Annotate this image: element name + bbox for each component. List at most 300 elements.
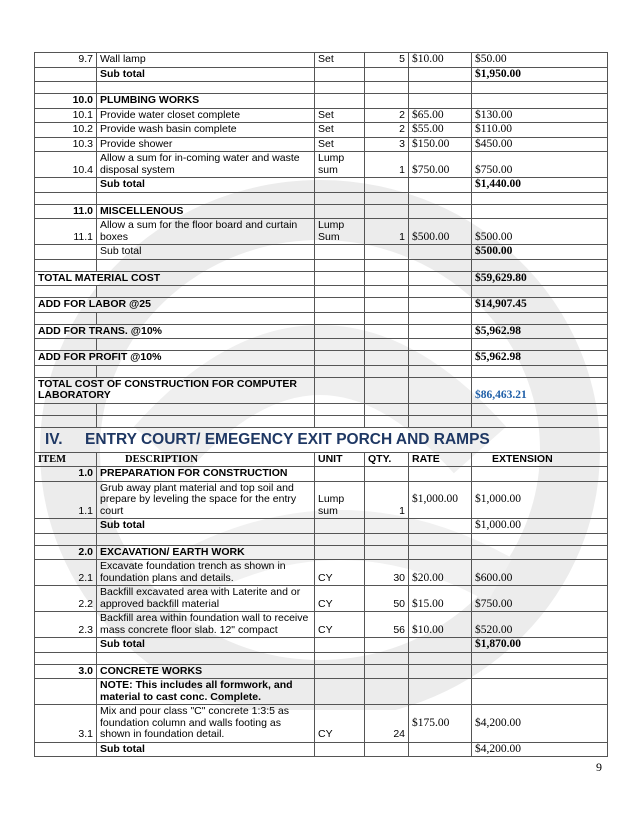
item-rate: $1,000.00	[409, 481, 472, 519]
empty-cell	[315, 664, 365, 679]
empty-cell	[35, 178, 97, 193]
item-description-line: Mix and pour class "C" concrete 1:3:5 as	[100, 705, 289, 717]
empty-cell	[35, 533, 97, 545]
item-quantity: 5	[365, 53, 409, 68]
total-label-line: ADD FOR PROFIT @10%	[38, 351, 162, 363]
empty-cell	[472, 403, 608, 415]
total-label	[35, 377, 315, 403]
subtotal-value: $4,200.00	[472, 742, 608, 757]
empty-cell	[35, 192, 97, 204]
empty-cell	[472, 415, 608, 427]
empty-cell	[35, 245, 97, 260]
item-extension: $130.00	[472, 108, 608, 123]
total-value: $59,629.80	[472, 271, 608, 286]
empty-cell	[315, 286, 365, 298]
line-item-row	[35, 481, 608, 519]
item-description	[97, 152, 315, 178]
line-item-row	[35, 53, 608, 68]
section-title: ENTRY COURT/ EMEGENCY EXIT PORCH AND RAMPS	[85, 430, 490, 448]
empty-cell	[315, 545, 365, 560]
total-label	[35, 298, 315, 313]
item-extension: $4,200.00	[472, 705, 608, 743]
header-qty: QTY.	[365, 452, 409, 467]
empty-cell	[97, 339, 315, 351]
empty-cell	[409, 652, 472, 664]
empty-cell	[365, 545, 409, 560]
empty-cell	[409, 259, 472, 271]
item-description-line: Provide water closet complete	[100, 108, 241, 121]
empty-cell	[409, 638, 472, 653]
empty-cell	[409, 192, 472, 204]
total-label	[35, 324, 315, 339]
spacer-row	[35, 286, 608, 298]
empty-cell	[472, 365, 608, 377]
item-description-line: Backfill area within foundation wall to receive	[100, 612, 309, 624]
item-unit-line: Lump	[318, 152, 345, 164]
item-number: 2.3	[35, 612, 97, 638]
item-unit-line: sum	[318, 504, 338, 517]
empty-cell	[35, 286, 97, 298]
empty-cell	[365, 664, 409, 679]
item-unit-line: Set	[318, 108, 334, 121]
total-value: $5,962.98	[472, 324, 608, 339]
empty-cell	[315, 403, 365, 415]
item-description-line: foundation column and walls footing as	[100, 716, 281, 729]
item-unit	[315, 560, 365, 586]
item-number: 10.1	[35, 108, 97, 123]
empty-cell	[365, 377, 409, 403]
item-extension: $520.00	[472, 612, 608, 638]
item-description-line: Grub away plant material and top soil and	[100, 481, 294, 494]
empty-cell	[472, 204, 608, 219]
total-row	[35, 377, 608, 403]
total-value: $86,463.21	[472, 377, 608, 403]
note-text	[97, 679, 315, 705]
item-quantity: 3	[365, 137, 409, 152]
item-description-line: court	[100, 504, 124, 517]
category-heading-row	[35, 204, 608, 219]
item-description-line: Excavate foundation trench as shown in	[100, 560, 286, 572]
item-description-line: Allow a sum for the floor board and curtain	[100, 219, 298, 231]
empty-cell	[35, 742, 97, 757]
empty-cell	[365, 533, 409, 545]
subtotal-row	[35, 245, 608, 260]
category-heading-row	[35, 545, 608, 560]
note-text-line: material to cast conc. Complete.	[100, 690, 262, 703]
item-number: 10.2	[35, 123, 97, 138]
empty-cell	[97, 286, 315, 298]
item-extension: $110.00	[472, 123, 608, 138]
item-unit-line: CY	[318, 623, 333, 636]
total-label-line: TOTAL MATERIAL COST	[38, 271, 161, 284]
spacer-row	[35, 415, 608, 427]
empty-cell	[365, 245, 409, 260]
item-description	[97, 137, 315, 152]
item-unit	[315, 481, 365, 519]
empty-cell	[97, 652, 315, 664]
note-row	[35, 679, 608, 705]
item-description	[97, 612, 315, 638]
item-rate: $65.00	[409, 108, 472, 123]
empty-cell	[472, 652, 608, 664]
empty-cell	[365, 415, 409, 427]
empty-cell	[472, 679, 608, 705]
empty-cell	[365, 351, 409, 366]
empty-cell	[365, 652, 409, 664]
line-item-row	[35, 560, 608, 586]
item-extension: $600.00	[472, 560, 608, 586]
line-item-row	[35, 137, 608, 152]
empty-cell	[315, 652, 365, 664]
empty-cell	[97, 365, 315, 377]
empty-cell	[472, 533, 608, 545]
item-number: 11.1	[35, 219, 97, 245]
item-description	[97, 586, 315, 612]
total-label	[35, 271, 315, 286]
item-number: 1.0	[35, 467, 97, 482]
empty-cell	[315, 467, 365, 482]
empty-cell	[409, 365, 472, 377]
empty-cell	[365, 324, 409, 339]
item-unit-line: Set	[318, 123, 334, 135]
item-rate: $55.00	[409, 123, 472, 138]
bill-of-quantities-table	[34, 52, 608, 757]
empty-cell	[409, 679, 472, 705]
empty-cell	[35, 259, 97, 271]
line-item-row	[35, 705, 608, 743]
empty-cell	[409, 377, 472, 403]
empty-cell	[315, 312, 365, 324]
total-label	[35, 351, 315, 366]
item-description-line: Allow a sum for in-coming water and waste	[100, 152, 300, 164]
empty-cell	[409, 403, 472, 415]
item-unit-line: CY	[318, 728, 333, 740]
total-label-line: TOTAL COST OF CONSTRUCTION FOR COMPUTER	[38, 377, 297, 390]
empty-cell	[365, 679, 409, 705]
item-description	[97, 705, 315, 743]
item-quantity: 1	[365, 152, 409, 178]
subtotal-value: $1,950.00	[472, 67, 608, 82]
empty-cell	[315, 271, 365, 286]
item-number: 10.3	[35, 137, 97, 152]
item-unit-line: CY	[318, 571, 333, 584]
empty-cell	[409, 415, 472, 427]
item-unit-line: Lump	[318, 219, 345, 231]
item-quantity: 2	[365, 108, 409, 123]
empty-cell	[365, 178, 409, 193]
empty-cell	[365, 467, 409, 482]
item-quantity: 50	[365, 586, 409, 612]
empty-cell	[472, 545, 608, 560]
empty-cell	[35, 312, 97, 324]
empty-cell	[409, 467, 472, 482]
empty-cell	[409, 67, 472, 82]
empty-cell	[315, 178, 365, 193]
empty-cell	[472, 467, 608, 482]
total-row	[35, 271, 608, 286]
item-quantity: 56	[365, 612, 409, 638]
line-item-row	[35, 152, 608, 178]
item-extension: $1,000.00	[472, 481, 608, 519]
item-number: 3.1	[35, 705, 97, 743]
total-row	[35, 298, 608, 313]
subtotal-row	[35, 638, 608, 653]
subtotal-label: Sub total	[97, 638, 315, 653]
subtotal-value: $1,000.00	[472, 519, 608, 534]
empty-cell	[315, 377, 365, 403]
note-text-line: NOTE: This includes all formwork, and	[100, 679, 293, 691]
empty-cell	[315, 94, 365, 109]
item-unit	[315, 586, 365, 612]
empty-cell	[35, 365, 97, 377]
item-unit-line: sum	[318, 163, 338, 176]
item-quantity: 30	[365, 560, 409, 586]
spacer-row	[35, 259, 608, 271]
empty-cell	[35, 82, 97, 94]
category-title: MISCELLENOUS	[97, 204, 315, 219]
empty-cell	[409, 324, 472, 339]
item-description	[97, 219, 315, 245]
item-extension: $50.00	[472, 53, 608, 68]
item-description-line: shown in foundation detail.	[100, 728, 225, 740]
item-number: 2.2	[35, 586, 97, 612]
item-unit-line: CY	[318, 597, 333, 610]
empty-cell	[409, 82, 472, 94]
item-description-line: prepare by leveling the space for the entry	[100, 493, 297, 505]
spacer-row	[35, 652, 608, 664]
empty-cell	[35, 652, 97, 664]
item-extension: $750.00	[472, 586, 608, 612]
item-number: 1.1	[35, 481, 97, 519]
empty-cell	[409, 245, 472, 260]
item-description	[97, 53, 315, 68]
item-quantity: 2	[365, 123, 409, 138]
header-extension: EXTENSION	[472, 452, 608, 467]
item-unit-line: Set	[318, 137, 334, 150]
item-description-line: Provide shower	[100, 137, 173, 150]
empty-cell	[315, 339, 365, 351]
item-unit	[315, 612, 365, 638]
empty-cell	[409, 351, 472, 366]
subtotal-row	[35, 519, 608, 534]
item-description-line: approved backfill material	[100, 597, 220, 610]
item-rate: $175.00	[409, 705, 472, 743]
empty-cell	[365, 312, 409, 324]
total-row	[35, 324, 608, 339]
empty-cell	[472, 664, 608, 679]
line-item-row	[35, 586, 608, 612]
item-description-line: boxes	[100, 230, 129, 243]
empty-cell	[409, 271, 472, 286]
empty-cell	[315, 67, 365, 82]
item-unit	[315, 123, 365, 138]
empty-cell	[365, 365, 409, 377]
item-number: 2.0	[35, 545, 97, 560]
spacer-row	[35, 403, 608, 415]
item-description-line: Wall lamp	[100, 53, 146, 65]
item-quantity: 1	[365, 219, 409, 245]
item-rate: $10.00	[409, 53, 472, 68]
empty-cell	[315, 192, 365, 204]
empty-cell	[97, 533, 315, 545]
subtotal-value: $1,440.00	[472, 178, 608, 193]
subtotal-value: $1,870.00	[472, 638, 608, 653]
empty-cell	[315, 298, 365, 313]
empty-cell	[35, 67, 97, 82]
item-rate: $150.00	[409, 137, 472, 152]
item-rate: $750.00	[409, 152, 472, 178]
header-item: ITEM	[35, 452, 97, 467]
item-unit	[315, 108, 365, 123]
subtotal-row	[35, 178, 608, 193]
empty-cell	[35, 403, 97, 415]
spacer-row	[35, 365, 608, 377]
total-label-line: ADD FOR LABOR @25	[38, 298, 151, 310]
empty-cell	[409, 298, 472, 313]
empty-cell	[97, 312, 315, 324]
item-number: 10.4	[35, 152, 97, 178]
empty-cell	[365, 192, 409, 204]
line-item-row	[35, 219, 608, 245]
subtotal-row	[35, 67, 608, 82]
empty-cell	[409, 533, 472, 545]
category-title: PREPARATION FOR CONSTRUCTION	[97, 467, 315, 482]
item-description-line: Provide wash basin complete	[100, 123, 237, 135]
empty-cell	[315, 638, 365, 653]
empty-cell	[409, 742, 472, 757]
empty-cell	[472, 82, 608, 94]
section-roman-numeral: IV.	[45, 430, 63, 448]
empty-cell	[409, 545, 472, 560]
spacer-row	[35, 82, 608, 94]
header-unit: UNIT	[315, 452, 365, 467]
empty-cell	[35, 415, 97, 427]
empty-cell	[315, 245, 365, 260]
category-heading-row	[35, 94, 608, 109]
item-description-line: Backfill excavated area with Laterite and or	[100, 586, 301, 598]
category-title: CONCRETE WORKS	[97, 664, 315, 679]
line-item-row	[35, 123, 608, 138]
empty-cell	[365, 742, 409, 757]
item-unit	[315, 219, 365, 245]
subtotal-label: Sub total	[97, 178, 315, 193]
line-item-row	[35, 612, 608, 638]
empty-cell	[97, 415, 315, 427]
item-unit-line: Set	[318, 53, 334, 65]
item-quantity: 1	[365, 481, 409, 519]
empty-cell	[365, 519, 409, 534]
empty-cell	[365, 259, 409, 271]
spacer-row	[35, 192, 608, 204]
spacer-row	[35, 533, 608, 545]
empty-cell	[315, 351, 365, 366]
spacer-row	[35, 339, 608, 351]
empty-cell	[35, 519, 97, 534]
section-heading-row	[35, 427, 608, 452]
page-number: 9	[596, 760, 602, 774]
category-title: EXCAVATION/ EARTH WORK	[97, 545, 315, 560]
empty-cell	[409, 339, 472, 351]
item-extension: $500.00	[472, 219, 608, 245]
empty-cell	[409, 312, 472, 324]
empty-cell	[365, 271, 409, 286]
empty-cell	[97, 259, 315, 271]
empty-cell	[365, 339, 409, 351]
empty-cell	[365, 403, 409, 415]
item-number: 11.0	[35, 204, 97, 219]
item-description	[97, 481, 315, 519]
empty-cell	[365, 638, 409, 653]
item-unit	[315, 152, 365, 178]
empty-cell	[315, 259, 365, 271]
empty-cell	[315, 324, 365, 339]
column-header-row	[35, 452, 608, 467]
item-description	[97, 560, 315, 586]
item-number: 2.1	[35, 560, 97, 586]
item-number: 3.0	[35, 664, 97, 679]
empty-cell	[315, 204, 365, 219]
total-value: $5,962.98	[472, 351, 608, 366]
empty-cell	[409, 519, 472, 534]
empty-cell	[409, 286, 472, 298]
item-quantity: 24	[365, 705, 409, 743]
item-rate: $500.00	[409, 219, 472, 245]
subtotal-value: $500.00	[472, 245, 608, 260]
empty-cell	[315, 415, 365, 427]
empty-cell	[315, 519, 365, 534]
item-unit	[315, 53, 365, 68]
empty-cell	[35, 638, 97, 653]
item-description	[97, 108, 315, 123]
empty-cell	[35, 339, 97, 351]
empty-cell	[365, 204, 409, 219]
item-rate: $15.00	[409, 586, 472, 612]
item-unit	[315, 705, 365, 743]
item-rate: $10.00	[409, 612, 472, 638]
empty-cell	[97, 192, 315, 204]
category-heading-row	[35, 664, 608, 679]
item-description-line: disposal system	[100, 163, 175, 176]
total-label-line: ADD FOR TRANS. @10%	[38, 324, 163, 337]
empty-cell	[365, 298, 409, 313]
total-label-line: LABORATORY	[38, 389, 111, 401]
subtotal-label: Sub total	[97, 742, 315, 757]
subtotal-row	[35, 742, 608, 757]
item-unit-line: Sum	[318, 230, 340, 243]
empty-cell	[472, 259, 608, 271]
spacer-row	[35, 312, 608, 324]
item-number: 10.0	[35, 94, 97, 109]
subtotal-label: Sub total	[97, 519, 315, 534]
empty-cell	[365, 67, 409, 82]
empty-cell	[365, 94, 409, 109]
empty-cell	[472, 339, 608, 351]
item-number: 9.7	[35, 53, 97, 68]
header-description: DESCRIPTION	[97, 452, 315, 467]
item-description-line: mass concrete floor slab. 12" compact	[100, 623, 278, 636]
category-heading-row	[35, 467, 608, 482]
empty-cell	[315, 679, 365, 705]
empty-cell	[472, 286, 608, 298]
empty-cell	[315, 742, 365, 757]
subtotal-label: Sub total	[97, 245, 315, 260]
item-extension: $750.00	[472, 152, 608, 178]
empty-cell	[315, 533, 365, 545]
empty-cell	[315, 365, 365, 377]
empty-cell	[365, 82, 409, 94]
subtotal-label: Sub total	[97, 67, 315, 82]
item-extension: $450.00	[472, 137, 608, 152]
